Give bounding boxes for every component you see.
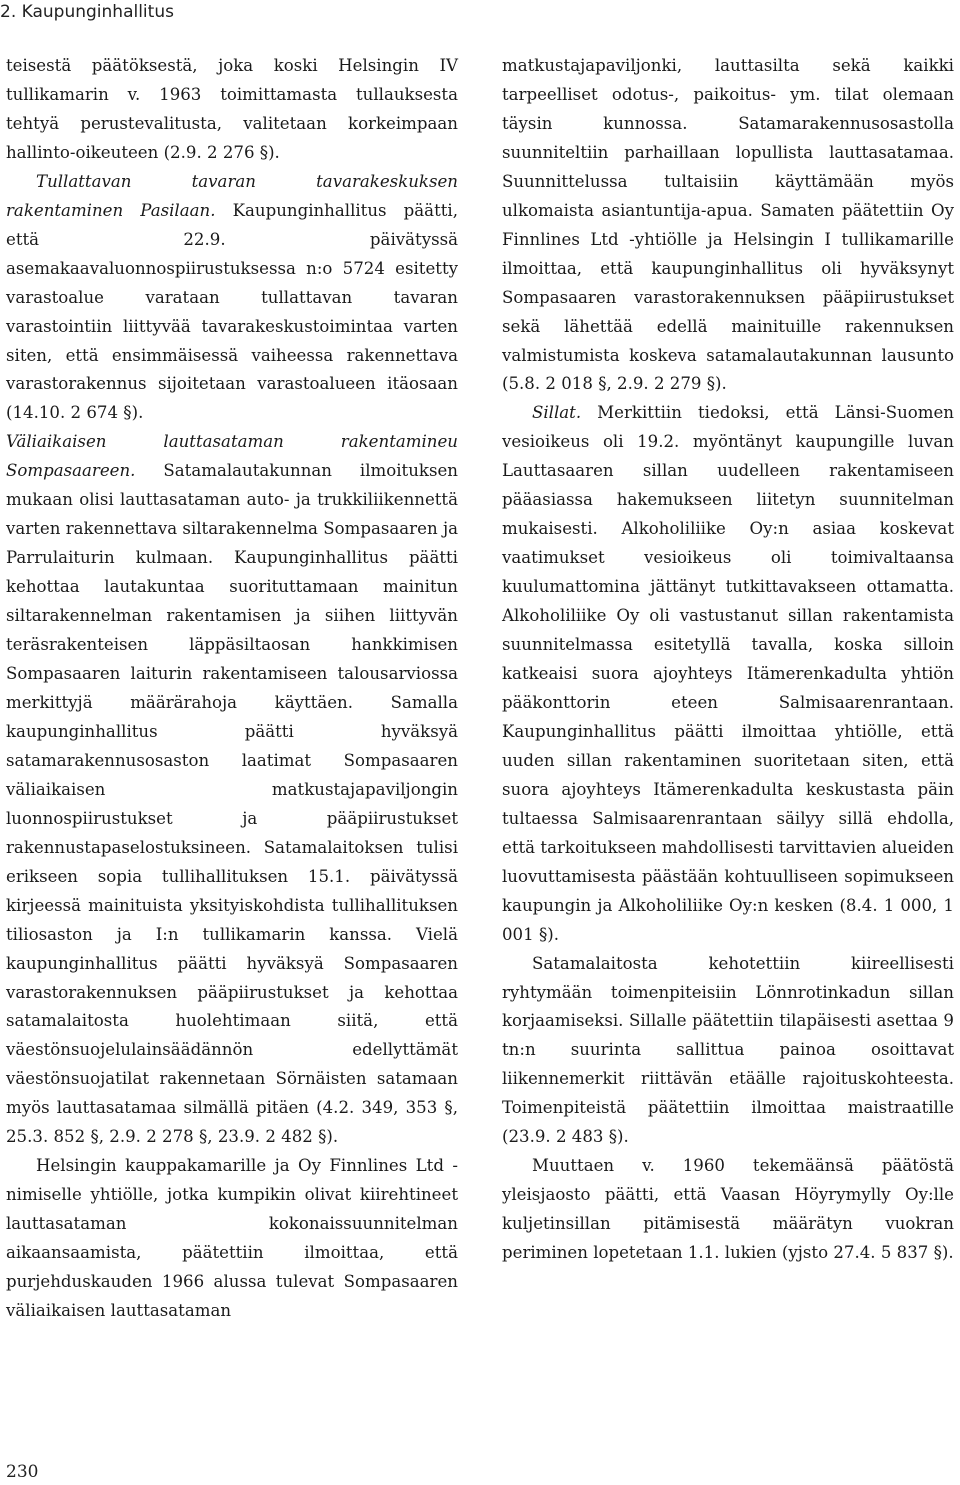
paragraph (502, 950, 954, 1153)
paragraph (502, 1152, 954, 1268)
right-column (502, 52, 954, 1268)
paragraph-text: Merkittiin tiedoksi, että Länsi-Suomen vesioikeus oli 19.2. myöntänyt kaupungille luvan Lauttasaaren sillan uudelleen rakentamiseen pääasiassa hakemukseen liitetyn suunnitelman mukaisesti. Alkoholiliike Oy:n asiaa koskevat vaatimukset vesioikeus oli toimivaltaansa kuulumattomina jättänyt tutkittavakseen ottamatta. Alkoholiliike Oy oli vastustanut sillan rakentamista suunnitelmassa esitetyllä tavalla, koska silloin katkeaisi suora ajoyhteys Itämerenkadulta yhtiön pääkonttorin eteen Salmisaarenrantaan. Kaupunginhallitus päätti ilmoittaa yhtiölle, että uuden sillan rakentaminen suoritetaan siten, että suora ajoyhteys Itämerenkadulta keskustasta päin tultaessa Salmisaarenrantaan säilyy sillä ehdolla, että tarkoitukseen mahdollisesti tarvittavien alueiden luovuttamisesta päästään kohtuulliseen sopimukseen kaupungin ja Alkoholiliike Oy:n kesken (8.4. 1 000, 1 001 §). (502, 403, 954, 944)
paragraph (6, 1152, 458, 1326)
paragraph-text: Satamalaitosta kehotettiin kiireellisesti ryhtymään toimenpiteisiin Lönnrotinkadun sillan korjaamiseksi. Sillalle päätettiin tilapäisesti asettaa 9 tn:n suurinta sallittua painoa osoittavat liikennemerkit riittävän etäälle rajoituskohteesta. Toimenpiteistä päätettiin ilmoittaa maistraatille (23.9. 2 483 §). (502, 953, 954, 1147)
paragraph-text: Helsingin kauppakamarille ja Oy Finnlines Ltd -nimiselle yhtiölle, jotka kumpikin olivat kiirehtineet lauttasataman kokonaissuunnitelman aikaansaamista, päätettiin ilmoittaa, että purjehduskauden 1966 alussa tulevat Sompasaaren väliaikaisen lauttasataman (6, 1156, 458, 1320)
paragraph-text: Kaupunginhallitus päätti, että 22.9. päivätyssä asemakaavaluonnospiirustuksessa n:o 5724 esitetty varastoalue varataan tullattavan tavaran varastointiin liittyvää tavarakeskustoimintaa varten siten, että ensimmäisessä vaiheessa rakennettava varastorakennus sijoitetaan varastoalueen itäosaan (14.10. 2 674 §). (6, 200, 458, 423)
paragraph-text: Muuttaen v. 1960 tekemäänsä päätöstä yleisjaosto päätti, että Vaasan Höyrymylly Oy:lle kuljetinsillan pitämisestä määrätyn vuokran periminen lopetetaan 1.1. lukien (yjsto 27.4. 5 837 §). (502, 1156, 954, 1263)
section-title: Tullattavan tavaran tavarakeskuksen rakentaminen Pasilaan. (6, 171, 458, 220)
section-title: Väliaikaisen lauttasataman rakentamineu Sompasaareen. (6, 432, 458, 481)
section-paragraph (6, 168, 458, 429)
paragraph-text: teisestä päätöksestä, joka koski Helsingin IV tullikamarin v. 1963 toimittamasta tullauksesta tehtyä perustevalitusta, valitetaan korkeimpaan hallinto-oikeuteen (2.9. 2 276 §). (6, 56, 458, 162)
paragraph-text: matkustajapaviljonki, lauttasilta sekä kaikki tarpeelliset odotus-, paikoitus- ym. tilat olemaan täysin kunnossa. Satamarakennusosastolla suunniteltiin parhaillaan lopullista lauttasatamaa. Suunnittelussa tultaisiin käyttämään myös ulkomaista asiantuntija-apua. Samaten päätettiin Oy Finnlines Ltd -yhtiölle ja Helsingin I tullikamarille ilmoittaa, että kaupunginhallitus oli hyväksynyt Sompasaaren varastorakennuksen pääpiirustukset sekä lähettää edellä mainituille rakennuksen valmistumista koskeva satamalautakunnan lausunto (5.8. 2 018 §, 2.9. 2 279 §). (502, 56, 954, 394)
paragraph-text: Satamalautakunnan ilmoituksen mukaan olisi lauttasataman auto- ja trukkiliikennettä varten rakennettava siltarakennelma Sompasaaren ja Parrulaiturin kulmaan. Kaupunginhallitus päätti kehottaa lautakuntaa suorituttamaan mainitun siltarakennelman rakentamisen ja siihen liittyvän teräsrakenteisen läppäsiltaosan hankkimisen Sompasaaren laiturin rakentamiseen talousarviossa merkittyjä määrärahoja käyttäen. Samalla kaupunginhallitus päätti hyväksyä satamarakennusosaston laatimat Sompasaaren väliaikaisen matkustajapaviljongin luonnospiirustukset ja pääpiirustukset rakennustapaselostuksineen. Satamalaitoksen tulisi erikseen sopia tullihallituksen 15.1. päivätyssä kirjeessä mainituista yksityiskohdista tullihallituksen tiliosaston ja I:n tullikamarin kanssa. Vielä kaupunginhallitus päätti hyväksyä Sompasaaren varastorakennuksen pääpiirustukset ja kehottaa satamalaitosta huolehtimaan siitä, että väestönsuojelulainsäädännön edellyttämät väestönsuojatilat rakennetaan Sörnäisten satamaan myös lauttasatamaa silmällä pitäen (4.2. 349, 353 §, 25.3. 852 §, 2.9. 2 278 §, 23.9. 2 482 §). (6, 461, 458, 1147)
running-header: 2. Kaupunginhallitus (0, 2, 174, 22)
page-number: 230 (6, 1462, 39, 1482)
section-title: Sillat. (532, 403, 582, 423)
section-paragraph (502, 399, 954, 949)
section-paragraph (6, 428, 458, 1152)
paragraph (6, 52, 458, 168)
paragraph (502, 52, 954, 399)
left-column (6, 52, 458, 1326)
